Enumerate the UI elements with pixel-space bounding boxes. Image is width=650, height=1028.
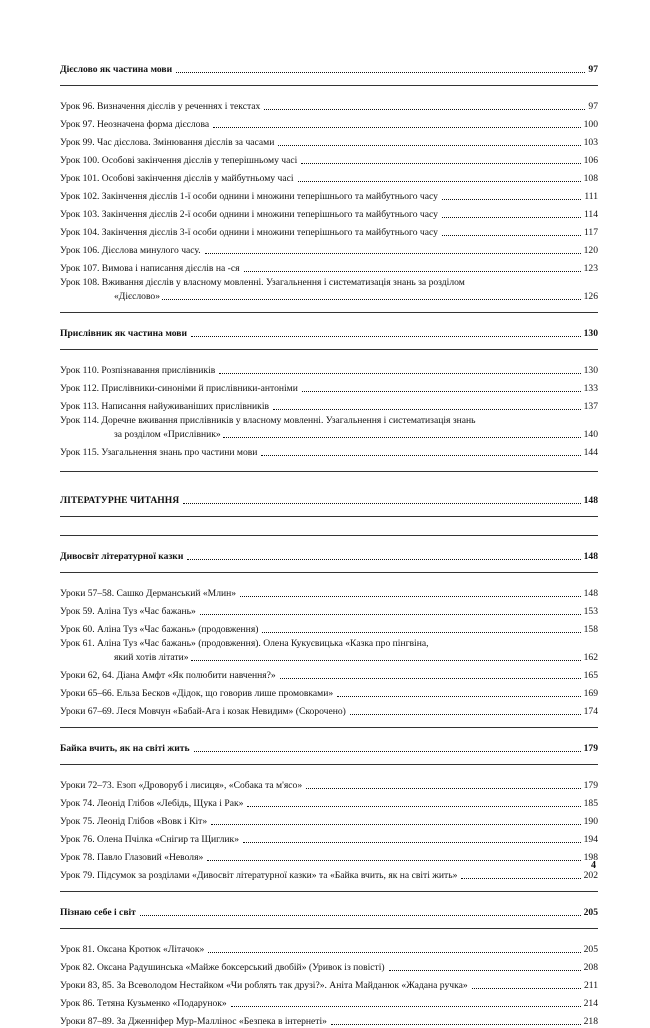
toc-entry-label: Урок 75. Леонід Глібов «Вовк і Кіт» (60, 816, 208, 827)
table-of-contents (60, 58, 598, 1028)
toc-entry-page: 100 (583, 119, 598, 130)
toc-entry-label: Урок 114. Доречне вживання прислівників у власному мовленні. Узагальнення і систематизація знань (60, 415, 476, 426)
toc-entry (60, 992, 598, 1010)
toc-entry-page: 218 (583, 1016, 598, 1027)
toc-entry (60, 774, 598, 792)
toc-entry (60, 810, 598, 828)
section-divider (60, 882, 598, 892)
dot-leader (301, 163, 580, 164)
toc-section-heading (60, 737, 598, 755)
dot-leader (442, 235, 581, 236)
section-divider (60, 459, 598, 472)
toc-entry (60, 149, 598, 167)
dot-leader (176, 72, 585, 73)
heading-rule (60, 76, 598, 86)
toc-entry-page: 208 (583, 962, 598, 973)
toc-entry-page: 148 (583, 551, 598, 562)
toc-entry (60, 131, 598, 149)
toc-entry-label: Урок 76. Олена Пчілка «Снігир та Щиглик» (60, 834, 240, 845)
toc-entry-label: Урок 96. Визначення дієслів у реченнях і текстах (60, 101, 261, 112)
dot-leader (298, 181, 581, 182)
toc-entry-label: Уроки 65–66. Ельза Бесков «Дідок, що говорив лише промовками» (60, 688, 334, 699)
toc-entry-label: Урок 101. Особові закінчення дієслів у майбутньому часі (60, 173, 294, 184)
toc-entry-page: 214 (583, 998, 598, 1009)
toc-entry (60, 413, 598, 441)
heading-rule (60, 755, 598, 765)
dot-leader (261, 455, 580, 456)
toc-entry (60, 582, 598, 600)
dot-leader (264, 109, 585, 110)
heading-rule (60, 919, 598, 929)
toc-entry-label: Урок 79. Підсумок за розділами «Дивосвіт літературної казки» та «Байка вчить, як на світі жить» (60, 870, 458, 881)
toc-entry-page: 148 (583, 588, 598, 599)
dot-leader (337, 696, 580, 697)
dot-leader (302, 391, 581, 392)
toc-entry-label: Урок 60. Аліна Туз «Час бажань» (продовження) (60, 624, 259, 635)
toc-entry-label: Урок 104. Закінчення дієслів 3-ї особи однини і множини теперішнього та майбутнього часу (60, 227, 438, 238)
toc-entry-page: 205 (583, 944, 598, 955)
dot-leader (273, 409, 581, 410)
toc-entry-page: 148 (583, 495, 598, 506)
dot-leader (280, 678, 581, 679)
section-divider (60, 526, 598, 536)
toc-entry-page: 153 (583, 606, 598, 617)
toc-entry-label: Уроки 87–89. За Дженніфер Мур-Маллінос «Безпека в інтернеті» (60, 1016, 327, 1027)
toc-entry (60, 618, 598, 636)
toc-entry-label: Урок 112. Прислівники-синоніми й прислівники-антоніми (60, 383, 298, 394)
toc-entry-label: Урок 74. Леонід Глібов «Лебідь, Щука і Рак» (60, 798, 244, 809)
toc-entry-label-cont: який хотів літати» (114, 652, 189, 663)
toc-entry-page: 185 (583, 798, 598, 809)
toc-entry-label: Пізнаю себе і світ (60, 907, 136, 918)
toc-entry-page: 162 (583, 652, 598, 663)
toc-entry-page: 179 (583, 780, 598, 791)
toc-entry-page: 97 (588, 64, 598, 75)
dot-leader (247, 806, 580, 807)
dot-leader (278, 145, 580, 146)
toc-entry-label: Дивосвіт літературної казки (60, 551, 184, 562)
toc-entry-label: Урок 108. Вживання дієслів у власному мовленні. Узагальнення і систематизація знань за розділом (60, 277, 465, 288)
toc-entry-page: 158 (583, 624, 598, 635)
dot-leader (231, 1006, 581, 1007)
toc-entry (60, 395, 598, 413)
dot-leader (207, 860, 580, 861)
toc-entry-label: Урок 61. Аліна Туз «Час бажань» (продовження). Олена Кукуєвицька «Казка про пінгвіна, (60, 638, 429, 649)
toc-section-heading (60, 58, 598, 76)
dot-leader (162, 299, 581, 300)
toc-entry-label: Урок 106. Дієслова минулого часу. (60, 245, 201, 256)
toc-entry-label: Урок 86. Тетяна Кузьменко «Подарунок» (60, 998, 227, 1009)
toc-entry-label: Урок 78. Павло Глазовий «Неволя» (60, 852, 204, 863)
toc-entry (60, 441, 598, 459)
toc-entry-page: 165 (583, 670, 598, 681)
toc-entry-page: 111 (584, 191, 598, 202)
heading-rule (60, 507, 598, 517)
toc-entry (60, 113, 598, 131)
dot-leader (200, 614, 581, 615)
toc-entry-label: Уроки 67–69. Леся Мовчун «Бабай-Ага і козак Невидим» (Скорочено) (60, 706, 346, 717)
toc-entry-label: Урок 59. Аліна Туз «Час бажань» (60, 606, 196, 617)
toc-entry-label: Уроки 57–58. Сашко Дерманський «Млин» (60, 588, 237, 599)
toc-entry-page: 126 (583, 291, 598, 302)
toc-entry (60, 938, 598, 956)
toc-entry (60, 682, 598, 700)
toc-entry-label: Урок 115. Узагальнення знань про частини мови (60, 447, 258, 458)
toc-entry-page: 211 (583, 980, 598, 991)
toc-entry-label: Уроки 83, 85. За Всеволодом Нестайком «Чи роблять так друзі?». Аніта Майданюк «Жадана ручка» (60, 980, 468, 991)
toc-entry (60, 792, 598, 810)
dot-leader (211, 824, 580, 825)
toc-entry-page: 137 (583, 401, 598, 412)
toc-entry-page: 194 (583, 834, 598, 845)
toc-entry (60, 239, 598, 257)
heading-rule (60, 340, 598, 350)
toc-entry (60, 700, 598, 718)
toc-entry (60, 636, 598, 664)
toc-entry-label-cont: за розділом «Прислівник» (114, 429, 221, 440)
toc-entry (60, 864, 598, 882)
toc-entry-page: 103 (583, 137, 598, 148)
dot-leader (350, 714, 581, 715)
toc-entry-page: 179 (583, 743, 598, 754)
toc-section-heading (60, 322, 598, 340)
dot-leader (194, 751, 581, 752)
toc-entry (60, 203, 598, 221)
toc-entry (60, 359, 598, 377)
page-number: 4 (591, 860, 596, 871)
dot-leader (191, 336, 581, 337)
toc-entry-page: 133 (583, 383, 598, 394)
dot-leader (472, 988, 581, 989)
toc-entry (60, 95, 598, 113)
toc-entry-page: 108 (583, 173, 598, 184)
dot-leader (262, 632, 580, 633)
toc-entry-page: 198 (583, 852, 598, 863)
dot-leader (243, 842, 581, 843)
toc-entry-label: ЛІТЕРАТУРНЕ ЧИТАННЯ (60, 495, 180, 506)
dot-leader (389, 970, 581, 971)
toc-entry-page: 97 (588, 101, 598, 112)
toc-section-heading (60, 545, 598, 563)
toc-entry-page: 114 (583, 209, 598, 220)
toc-entry (60, 221, 598, 239)
toc-entry-label: Урок 97. Неозначена форма дієслова (60, 119, 210, 130)
toc-entry-label: Дієслово як частина мови (60, 64, 173, 75)
toc-entry (60, 167, 598, 185)
toc-entry (60, 185, 598, 203)
dot-leader (191, 660, 581, 661)
toc-entry-label: Урок 110. Розпізнавання прислівників (60, 365, 216, 376)
toc-entry-label: Байка вчить, як на світі жить (60, 743, 190, 754)
dot-leader (223, 437, 581, 438)
dot-leader (140, 915, 581, 916)
toc-entry-page: 130 (583, 328, 598, 339)
heading-rule (60, 563, 598, 573)
toc-entry (60, 974, 598, 992)
toc-entry-label: Урок 100. Особові закінчення дієслів у теперішньому часі (60, 155, 298, 166)
toc-entry-page: 120 (583, 245, 598, 256)
toc-entry (60, 828, 598, 846)
toc-entry (60, 664, 598, 682)
toc-entry-label-cont: «Дієслово» (114, 291, 161, 302)
toc-entry (60, 257, 598, 275)
dot-leader (240, 596, 581, 597)
toc-entry-label: Урок 82. Оксана Радушинська «Майже боксерський двобій» (Уривок із повісті) (60, 962, 385, 973)
toc-entry (60, 275, 598, 303)
toc-entry (60, 1010, 598, 1028)
toc-entry (60, 846, 598, 864)
dot-leader (306, 788, 580, 789)
toc-entry-label: Уроки 72–73. Езоп «Дроворуб і лисиця», «Собака та м'ясо» (60, 780, 303, 791)
dot-leader (461, 878, 580, 879)
toc-entry-label: Урок 81. Оксана Кротюк «Літачок» (60, 944, 205, 955)
toc-entry-page: 130 (583, 365, 598, 376)
section-divider (60, 303, 598, 313)
toc-entry-page: 144 (583, 447, 598, 458)
toc-entry-label: Урок 113. Написання найуживаніших прислівників (60, 401, 270, 412)
dot-leader (219, 373, 580, 374)
section-divider (60, 718, 598, 728)
dot-leader (208, 952, 580, 953)
toc-entry-page: 123 (583, 263, 598, 274)
toc-entry-label: Урок 102. Закінчення дієслів 1-ї особи однини і множини теперішнього та майбутнього часу (60, 191, 438, 202)
toc-entry-label: Урок 107. Вимова і написання дієслів на -ся (60, 263, 240, 274)
toc-entry-label: Прислівник як частина мови (60, 328, 188, 339)
dot-leader (244, 271, 581, 272)
toc-section-heading (60, 489, 598, 507)
dot-leader (442, 199, 581, 200)
dot-leader (205, 253, 581, 254)
toc-entry (60, 956, 598, 974)
toc-entry-label: Урок 99. Час дієслова. Змінювання дієслів за часами (60, 137, 275, 148)
dot-leader (442, 217, 581, 218)
toc-entry-page: 202 (583, 870, 598, 881)
dot-leader (213, 127, 580, 128)
dot-leader (331, 1024, 581, 1025)
toc-entry-page: 140 (583, 429, 598, 440)
toc-entry-page: 106 (583, 155, 598, 166)
toc-entry-page: 174 (583, 706, 598, 717)
toc-entry (60, 600, 598, 618)
toc-entry-label: Уроки 62, 64. Діана Амфт «Як полюбити навчення?» (60, 670, 276, 681)
toc-entry-page: 117 (583, 227, 598, 238)
toc-entry-page: 190 (583, 816, 598, 827)
toc-entry-label: Урок 103. Закінчення дієслів 2-ї особи однини і множини теперішнього та майбутнього часу (60, 209, 438, 220)
toc-section-heading (60, 901, 598, 919)
dot-leader (187, 559, 580, 560)
toc-entry-page: 205 (583, 907, 598, 918)
dot-leader (183, 503, 580, 504)
toc-entry (60, 377, 598, 395)
toc-entry-page: 169 (583, 688, 598, 699)
